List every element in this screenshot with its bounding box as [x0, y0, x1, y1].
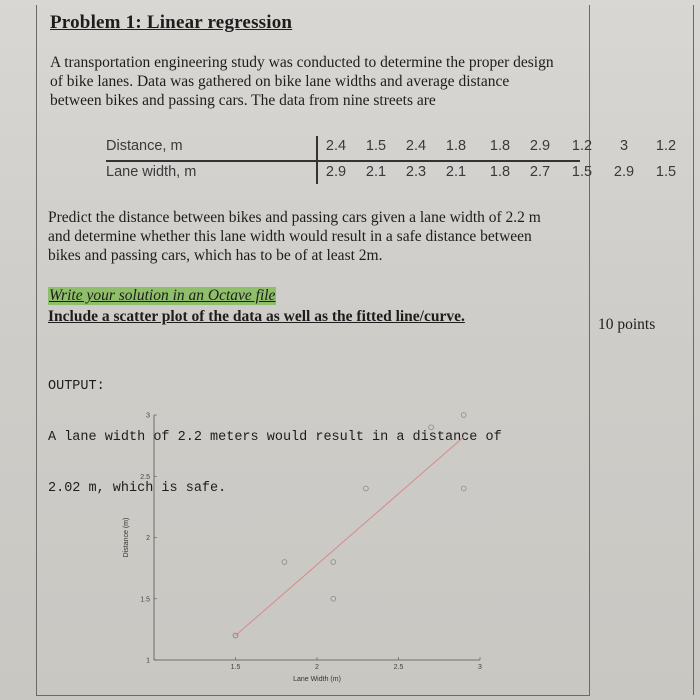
data-point	[282, 560, 287, 565]
table-cell: 2.7	[529, 164, 551, 180]
plot-ticks	[140, 413, 482, 672]
y-tick-label: 2	[146, 535, 150, 542]
table-cell: 2.1	[365, 164, 387, 180]
row-label: Distance, m	[106, 138, 183, 154]
table-cell: 2.4	[405, 138, 427, 154]
data-points	[233, 413, 466, 638]
fitted-line-group	[236, 437, 464, 635]
x-tick-label: 2	[315, 664, 319, 671]
fitted-line	[236, 437, 464, 635]
output-heading: OUTPUT:	[48, 379, 105, 394]
table-cell: 1.5	[571, 164, 593, 180]
table-cell: 1.8	[489, 164, 511, 180]
table-cell: 1.2	[571, 138, 593, 154]
instruction-octave: Write your solution in an Octave file	[49, 287, 276, 304]
x-tick-label: 3	[478, 664, 482, 671]
question-line: bikes and passing cars, which has to be of at least 2m.	[48, 247, 383, 264]
x-tick-label: 1.5	[230, 664, 241, 671]
plot-axes	[154, 415, 480, 660]
table-cell: 1.5	[655, 164, 677, 180]
data-point	[331, 560, 336, 565]
x-axis-label: Lane Width (m)	[293, 676, 341, 683]
table-cell: 2.3	[405, 164, 427, 180]
points-value: 10 points	[598, 316, 656, 333]
table-cell: 1.5	[365, 138, 387, 154]
table-cell: 1.8	[489, 138, 511, 154]
x-tick-label: 2.5	[393, 664, 404, 671]
output-line: 2.02 m, which is safe.	[48, 481, 227, 496]
y-tick-label: 1	[146, 657, 150, 665]
data-point	[461, 413, 466, 418]
y-axis-label: Distance (m)	[123, 517, 130, 558]
problem-title: Problem 1: Linear regression	[50, 12, 293, 33]
intro-line: of bike lanes. Data was gathered on bike lane widths and average distance	[50, 73, 510, 90]
data-point	[429, 425, 434, 430]
data-point	[331, 596, 336, 601]
table-cell: 3	[619, 138, 629, 154]
y-tick-label: 1.5	[140, 596, 150, 604]
table-cell: 1.2	[655, 138, 677, 154]
output-line: A lane width of 2.2 meters would result in a distance of	[48, 430, 502, 445]
table-cell: 2.9	[529, 138, 551, 154]
question-line: Predict the distance between bikes and passing cars given a lane width of 2.2 m	[48, 209, 541, 226]
table-cell: 1.8	[445, 138, 467, 154]
question-line: and determine whether this lane width would result in a safe distance between	[48, 228, 532, 245]
scatter-plot	[110, 405, 510, 695]
y-tick-label: 3	[146, 412, 150, 420]
y-tick-label: 2.5	[140, 473, 150, 481]
table-cell: 2.4	[325, 138, 347, 154]
table-divider-horizontal	[106, 160, 580, 162]
instruction-plot: Include a scatter plot of the data as well as the fitted line/curve.	[48, 308, 465, 325]
row-label: Lane width, m	[106, 164, 197, 180]
table-cell: 2.1	[445, 164, 467, 180]
data-point	[364, 486, 369, 491]
table-cell: 2.9	[325, 164, 347, 180]
problem-question	[48, 208, 588, 265]
points-column	[588, 5, 694, 695]
table-cell: 2.9	[613, 164, 635, 180]
data-point	[461, 486, 466, 491]
intro-line: A transportation engineering study was conducted to determine the proper design	[50, 54, 554, 71]
problem-intro	[50, 53, 590, 110]
intro-line: between bikes and passing cars. The data from nine streets are	[50, 92, 436, 109]
